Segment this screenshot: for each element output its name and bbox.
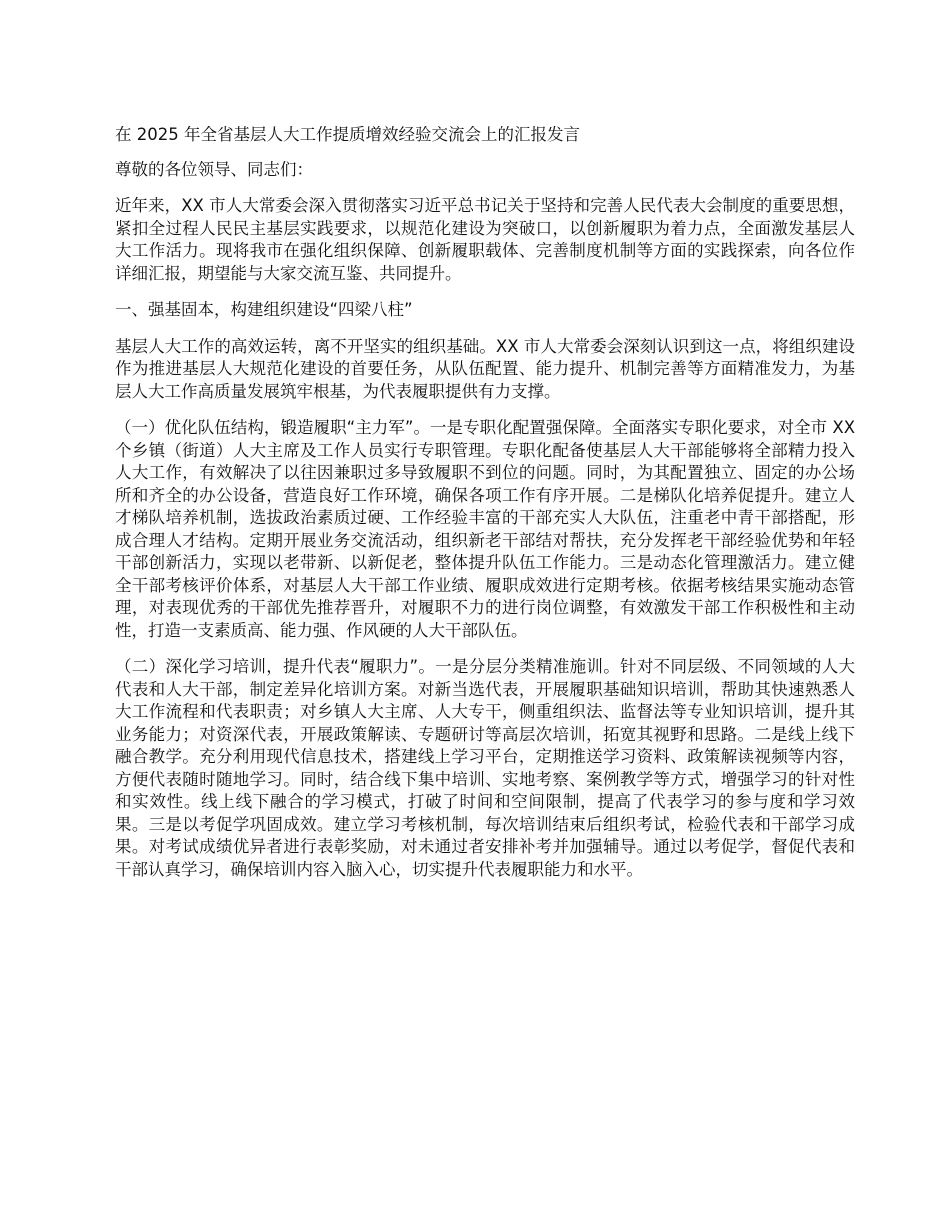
section-heading-1: 一、强基固本，构建组织建设“四梁八柱”: [115, 300, 413, 319]
section-1-paragraph: 基层人大工作的高效运转，离不开坚实的组织基础。XX 市人大常委会深刻认识到这一点，将组织建设作为推进基层人大规范化建设的首要任务，从队伍配置、能力提升、机制完善等方面精准发力，为基层人大工作高质量发展筑牢根基，为代表履职提供有力支撑。: [115, 336, 855, 401]
greeting: 尊敬的各位领导、同志们：: [115, 159, 313, 179]
document-page: [115, 124, 855, 881]
subsection-1-paragraph: （一）优化队伍结构，锻造履职“主力军”。一是专职化配置强保障。全面落实专职化要求，对全市 XX 个乡镇（街道）人大主席及工作人员实行专职管理。专职化配备使基层人大干部能够将全部精力投入人大工作，有效解决了以往因兼职过多导致履职不到位的问题。同时，为其配置独立、固定的办公场所和齐全的办公设备，营造良好工作环境，确保各项工作有序开展。二是梯队化培养促提升。建立人才梯队培养机制，选拔政治素质过硬、工作经验丰富的干部充实人大队伍，注重老中青干部搭配，形成合理人才结构。定期开展业务交流活动，组织新老干部结对帮扶，充分发挥老干部经验优势和年轻干部创新活力，实现以老带新、以新促老，整体提升队伍工作能力。三是动态化管理激活力。建立健全干部考核评价体系，对基层人大干部工作业绩、履职成效进行定期考核。依据考核结果实施动态管理，对表现优秀的干部优先推荐晋升，对履职不力的进行岗位调整，有效激发干部工作积极性和主动性，打造一支素质高、能力强、作风硬的人大干部队伍。: [115, 418, 855, 640]
document-title: 在 2025 年全省基层人大工作提质增效经验交流会上的汇报发言: [115, 125, 580, 144]
subsection-2-paragraph: （二）深化学习培训，提升代表“履职力”。一是分层分类精准施训。针对不同层级、不同领域的人大代表和人大干部，制定差异化培训方案。对新当选代表，开展履职基础知识培训，帮助其快速熟悉人大工作流程和代表职责；对乡镇人大主席、人大专干，侧重组织法、监督法等专业知识培训，提升其业务能力；对资深代表，开展政策解读、专题研讨等高层次培训，拓宽其视野和思路。二是线上线下融合教学。充分利用现代信息技术，搭建线上学习平台，定期推送学习资料、政策解读视频等内容，方便代表随时随地学习。同时，结合线下集中培训、实地考察、案例教学等方式，增强学习的针对性和实效性。线上线下融合的学习模式，打破了时间和空间限制，提高了代表学习的参与度和学习效果。三是以考促学巩固成效。建立学习考核机制，每次培训结束后组织考试，检验代表和干部学习成果。对考试成绩优异者进行表彰奖励，对未通过者安排补考并加强辅导。通过以考促学，督促代表和干部认真学习，确保培训内容入脑入心，切实提升代表履职能力和水平。: [115, 657, 855, 879]
intro-paragraph: 近年来，XX 市人大常委会深入贯彻落实习近平总书记关于坚持和完善人民代表大会制度的重要思想，紧扣全过程人民民主基层实践要求，以规范化建设为突破口，以创新履职为着力点，全面激发基层人大工作活力。现将我市在强化组织保障、创新履职载体、完善制度机制等方面的实践探索，向各位作详细汇报，期望能与大家交流互鉴、共同提升。: [115, 196, 855, 283]
